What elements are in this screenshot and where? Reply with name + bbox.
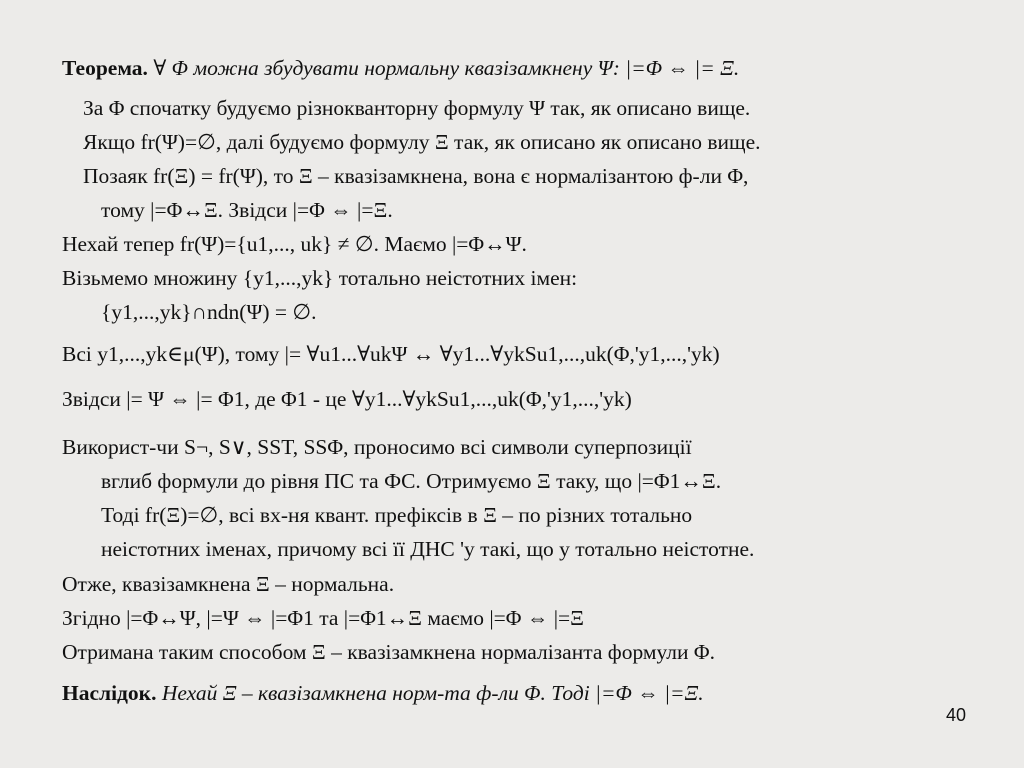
corollary-label: Наслідок. [62,681,157,705]
proof-line-10: Використ-чи S¬, S∨, SST, SSΦ, проносимо всі символи суперпозиції [62,435,692,459]
proof-line-11: вглиб формули до рівня ПС та ФС. Отримуємо Ξ таку, що |=Φ1↔Ξ. [101,469,722,493]
theorem-line [62,55,739,81]
theorem-label: Теорема. [62,56,148,80]
theorem-statement: ∀ Φ можна збудувати нормальну квазізамкнену Ψ: |=Φ ⇔ |= Ξ. [147,56,740,80]
proof-line-16: Отримана таким способом Ξ – квазізамкнена нормалізанта формули Φ. [62,640,715,664]
proof-line-2: Якщо fr(Ψ)=∅, далі будуємо формулу Ξ так, як описано як описано вище. [83,130,761,154]
page-number: 40 [945,705,966,725]
corollary-line [62,680,704,706]
proof-line-9: Звідси |= Ψ ⇔ |= Φ1, де Φ1 - це ∀y1...∀ykSu1,...,uk(Φ,'y1,...,'yk) [62,387,632,411]
proof-line-14: Отже, квазізамкнена Ξ – нормальна. [62,572,395,596]
proof-line-12: Тоді fr(Ξ)=∅, всі вх-ня квант. префіксів в Ξ – по різних тотально [101,503,693,527]
proof-line-15: Згідно |=Φ↔Ψ, |=Ψ ⇔ |=Φ1 та |=Φ1↔Ξ маємо |=Φ ⇔ |=Ξ [62,606,584,630]
proof-line-5: Нехай тепер fr(Ψ)={u1,..., uk} ≠ ∅. Маємо |=Φ↔Ψ. [62,232,527,256]
proof-line-1: За Φ спочатку будуємо різнокванторну формулу Ψ так, як описано вище. [83,96,751,120]
proof-line-3: Позаяк fr(Ξ) = fr(Ψ), то Ξ – квазізамкнена, вона є нормалізантою ф-ли Φ, [83,164,749,188]
proof-line-8: Всі y1,...,yk∈μ(Ψ), тому |= ∀u1...∀ukΨ ↔ ∀y1...∀ykSu1,...,uk(Φ,'y1,...,'yk) [62,342,720,366]
proof-line-13: неістотних іменах, причому всі її ДНС 'y такі, що y тотально неістотне. [101,537,755,561]
proof-line-4: тому |=Φ↔Ξ. Звідси |=Φ ⇔ |=Ξ. [101,198,393,222]
proof-line-7: {y1,...,yk}∩ndn(Ψ) = ∅. [101,300,317,324]
corollary-statement: Нехай Ξ – квазізамкнена норм-та ф-ли Φ. Тоді |=Φ ⇔ |=Ξ. [156,681,704,705]
proof-line-6: Візьмемо множину {y1,...,yk} тотально неістотних імен: [62,266,578,290]
